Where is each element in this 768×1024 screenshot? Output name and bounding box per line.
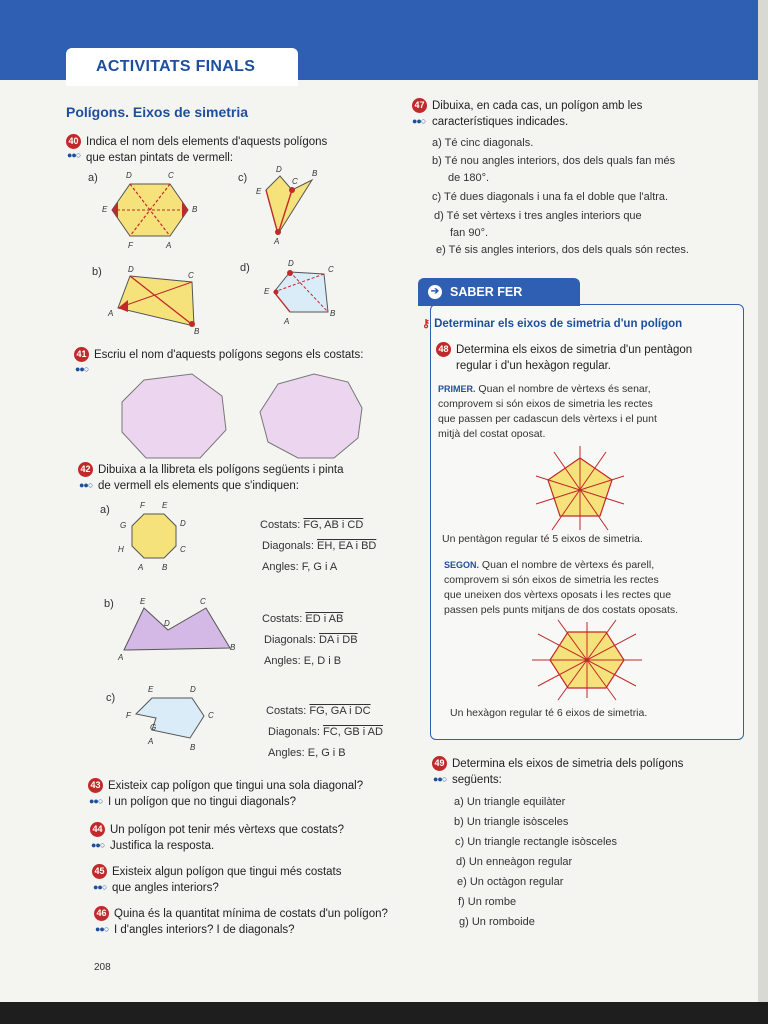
spec-costats: Costats: FG, GA i DC [266, 705, 371, 717]
list-item: f) Un rombe [458, 896, 517, 908]
exercise-text: Determina els eixos de simetria d'un pentàgon [456, 344, 693, 356]
list-item: b) Té nou angles interiors, dos dels quals fan més [432, 155, 676, 167]
svg-text:D: D [276, 165, 282, 174]
figure-label: c) [238, 172, 248, 184]
difficulty-dots-icon: ●●○ [95, 924, 109, 934]
exercise-46 [94, 906, 388, 938]
svg-text:F: F [126, 711, 131, 720]
pentagon-symmetry-figure [520, 446, 640, 530]
exercise-text: Escriu el nom d'aquests polígons segons els costats: [94, 349, 364, 361]
exercise-text: Quina és la quantitat mínima de costats d'un polígon? [114, 908, 388, 920]
exercise-47 [412, 98, 642, 130]
exercise-number: 41 [74, 347, 89, 362]
hexagon-caption: Un hexàgon regular té 6 eixos de simetria. [450, 707, 648, 719]
quadrilateral-figure-b [108, 265, 208, 336]
octagon-figure [118, 501, 194, 574]
hexagon-concave-figure [126, 685, 214, 752]
pentagon-concave-figure [118, 597, 236, 662]
figure-label: a) [100, 504, 110, 516]
exercise-number: 44 [90, 822, 105, 837]
svg-text:A: A [166, 241, 172, 250]
svg-text:A: A [284, 317, 290, 326]
svg-text:A: A [118, 653, 124, 662]
list-item: b) Un triangle isòsceles [454, 816, 569, 828]
exercise-number: 45 [92, 864, 107, 879]
difficulty-dots-icon: ●●○ [89, 796, 103, 806]
svg-text:C: C [208, 711, 214, 720]
exercise-text: Existeix algun polígon que tingui més costats [112, 866, 342, 878]
spec-angles: Angles: E, G i B [268, 747, 346, 759]
svg-text:B: B [330, 309, 336, 318]
pentagon-caption: Un pentàgon regular té 5 eixos de simetria. [442, 533, 643, 545]
exercise-45 [92, 864, 342, 896]
svg-text:D: D [190, 685, 196, 694]
svg-text:D: D [180, 519, 186, 528]
list-item: a) Un triangle equilàter [454, 796, 566, 808]
exercise-number: 46 [94, 906, 109, 921]
svg-text:A: A [148, 737, 154, 746]
svg-text:B: B [162, 563, 168, 572]
svg-text:C: C [180, 545, 186, 554]
list-item: d) Un enneàgon regular [456, 856, 573, 868]
svg-text:C: C [188, 271, 194, 280]
spec-costats: Costats: ED i AB [262, 613, 344, 625]
spec-diagonals: Diagonals: FC, GB i AD [268, 726, 383, 738]
svg-text:C: C [292, 177, 298, 186]
exercise-text: Justifica la resposta. [110, 840, 215, 852]
svg-text:C: C [328, 265, 334, 274]
exercise-48 [436, 342, 692, 374]
exercise-text: Existeix cap polígon que tingui una sola diagonal? [108, 780, 364, 792]
exercise-41 [74, 347, 363, 363]
svg-text:C: C [168, 171, 174, 180]
spec-angles: Angles: E, D i B [264, 655, 342, 667]
difficulty-dots-icon: ●●○ [67, 150, 81, 160]
svg-text:E: E [102, 205, 108, 214]
difficulty-dots-icon: ●●○ [93, 882, 107, 892]
list-item: g) Un romboide [459, 916, 535, 928]
scan-border [0, 1002, 768, 1024]
difficulty-dots-icon: ●●○ [91, 840, 105, 850]
nonagon-shape [258, 372, 368, 462]
svg-text:E: E [256, 187, 262, 196]
page-edge [758, 0, 768, 1024]
difficulty-dots-icon: ●●○ [79, 480, 93, 490]
exercise-number: 43 [88, 778, 103, 793]
list-item: a) Té cinc diagonals. [432, 137, 534, 149]
figure-label: b) [104, 598, 114, 610]
exercise-49 [432, 756, 683, 788]
exercise-42 [78, 462, 343, 494]
svg-text:B: B [312, 169, 318, 178]
figure-label: c) [106, 692, 116, 704]
list-item: c) Té dues diagonals i una fa el doble que l'altra. [432, 191, 669, 203]
svg-text:A: A [138, 563, 144, 572]
exercise-number: 49 [432, 756, 447, 771]
svg-text:D: D [128, 265, 134, 274]
list-item: c) Un triangle rectangle isòsceles [455, 836, 618, 848]
exercise-number: 40 [66, 134, 81, 149]
spec-angles: Angles: F, G i A [262, 561, 338, 573]
exercise-number: 47 [412, 98, 427, 113]
svg-text:G: G [120, 521, 127, 530]
svg-text:B: B [192, 205, 198, 214]
svg-text:F: F [128, 241, 133, 250]
svg-text:E: E [162, 501, 168, 510]
difficulty-dots-icon: ●●○ [433, 774, 447, 784]
step-segon: SEGON. Quan el nombre de vèrtexs és parell, comprovem si són eixos de simetria les rectes que uneixen dos vèrtexs oposats i les rectes que passen pels punts mitjans de dos costats oposats. [444, 559, 679, 616]
exercise-text: següents: [452, 774, 502, 786]
exercise-text: I d'angles interiors? I de diagonals? [114, 924, 295, 936]
heptagon-shape [118, 372, 230, 462]
exercise-text: que angles interiors? [112, 882, 219, 894]
svg-text:H: H [118, 545, 124, 554]
section-title: ACTIVITATS FINALS [96, 58, 256, 75]
svg-text:D: D [164, 619, 170, 628]
exercise-text: Determina els eixos de simetria dels polígons [452, 758, 684, 770]
exercise-text: que estan pintats de vermell: [86, 152, 234, 164]
step-primer: PRIMER. Quan el nombre de vèrtexs és senar, comprovem si són eixos de simetria les rectes que passen per cadascun dels vèrtexs i el punt mitjà del costat oposat. [438, 383, 657, 440]
svg-text:A: A [274, 237, 280, 246]
key-icon: ⚷ [422, 318, 431, 330]
exercise-number: 42 [78, 462, 93, 477]
page-number: 208 [94, 962, 111, 973]
svg-text:D: D [126, 171, 132, 180]
polygon-figure-c [256, 165, 322, 246]
exercise-text: I un polígon que no tingui diagonals? [108, 796, 296, 808]
figure-label: d) [240, 262, 250, 274]
subheading: Polígons. Eixos de simetria [66, 104, 249, 120]
exercise-text: Dibuixa, en cada cas, un polígon amb les [432, 100, 643, 112]
svg-text:B: B [194, 327, 200, 336]
svg-text:G: G [150, 723, 157, 732]
list-item: de 180°. [448, 172, 490, 184]
saber-fer-label: SABER FER [450, 285, 523, 299]
exercise-text: regular i d'un hexàgon regular. [456, 360, 611, 372]
svg-text:A: A [108, 309, 114, 318]
list-item: e) Un octàgon regular [457, 876, 564, 888]
exercise-44 [90, 822, 344, 854]
spec-diagonals: Diagonals: EH, EA i BD [262, 540, 377, 552]
list-item: fan 90°. [450, 227, 489, 239]
hexagon-symmetry-figure [532, 620, 642, 700]
svg-text:E: E [140, 597, 146, 606]
svg-text:B: B [190, 743, 196, 752]
arrow-right-icon: ➔ [428, 285, 442, 299]
figure-label: a) [88, 172, 98, 184]
pentagon-figure-d [264, 259, 344, 326]
figure-label: b) [92, 266, 102, 278]
list-item: d) Té set vèrtexs i tres angles interiors que [434, 210, 642, 222]
hexagon-figure-a [102, 170, 212, 250]
svg-text:D: D [288, 259, 294, 268]
spec-costats: Costats: FG, AB i CD [260, 519, 364, 531]
exercise-43 [88, 778, 363, 810]
exercise-text: Dibuixa a la llibreta els polígons següents i pinta [98, 464, 344, 476]
svg-text:E: E [264, 287, 270, 296]
svg-text:F: F [140, 501, 145, 510]
svg-text:E: E [148, 685, 154, 694]
exercise-text: característiques indicades. [432, 116, 569, 128]
difficulty-dots-icon: ●●○ [412, 116, 426, 126]
saber-fer-title: ⚷ Determinar els eixos de simetria d'un polígon [422, 318, 683, 330]
exercise-text: Un polígon pot tenir més vèrtexs que costats? [110, 824, 344, 836]
svg-text:C: C [200, 597, 206, 606]
exercise-text: Indica el nom dels elements d'aquests polígons [86, 136, 328, 148]
list-item: e) Té sis angles interiors, dos dels quals són rectes. [436, 244, 689, 256]
exercise-40 [66, 134, 327, 166]
spec-diagonals: Diagonals: DA i DB [264, 634, 358, 646]
exercise-text: de vermell els elements que s'indiquen: [98, 480, 300, 492]
difficulty-dots-icon: ●●○ [75, 364, 89, 374]
exercise-number: 48 [436, 342, 451, 357]
svg-text:B: B [230, 643, 236, 652]
